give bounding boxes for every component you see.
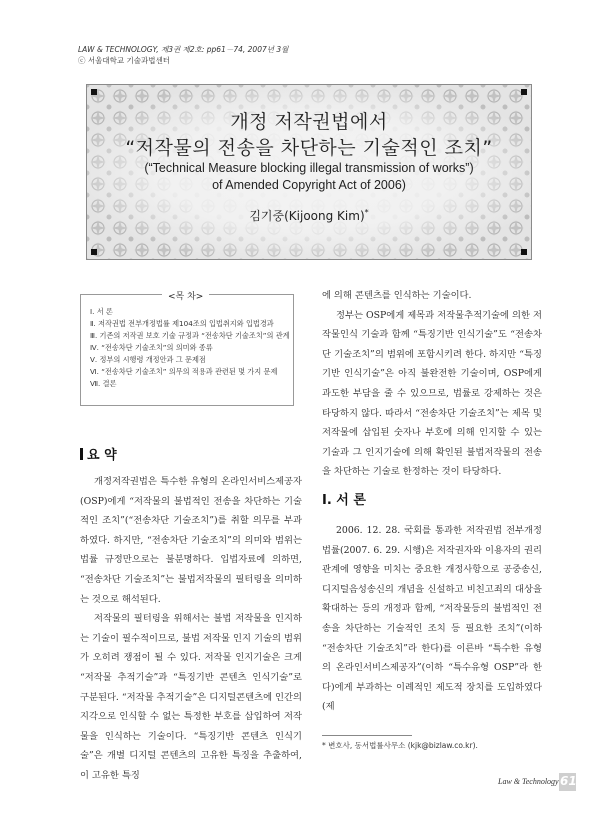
- journal-citation: LAW & TECHNOLOGY, 제3권 제2호: pp61－74, 2007년 3월: [78, 45, 289, 54]
- corner-mark: [521, 89, 527, 95]
- title-english-line2: of Amended Copyright Act of 2006): [212, 178, 406, 192]
- toc-title: <목 차>: [162, 289, 209, 302]
- section-heading-intro: Ⅰ. 서 론: [322, 493, 366, 508]
- intro-body: [322, 521, 542, 717]
- summary-paragraph: 저작물의 필터링을 위해서는 불법 저작물을 인지하는 기술이 필수적이므로, 불법 저작물 인지 기술의 범위가 오히려 쟁점이 될 수 있다. 저작물 인지기술은 크게 “저작물 추적기술”과 “특징기반 콘텐츠 인식기술”로 구분된다. “저작물 추적기술”은 디지털콘텐츠에 인간의 지각으로 인식할 수 없는 특정한 부호를 삽입하여 저작물을 인식하는 기술이다. “특징기반 콘텐츠 인식기술”은 개별 디지털 콘텐츠의 고유한 특징을 추출하여, 이 고유한 특징: [80, 613, 302, 781]
- summary-paragraph: 개정저작권법은 특수한 유형의 온라인서비스제공자(OSP)에게 “저작물의 불법적인 전송을 차단하는 기술적인 조치”(“전송차단 기술조치”)를 취할 의무를 부과하였다. 하지만, “전송차단 기술조치”의 의미와 범위는 법률 규정만으로는 불분명하다. 입법자료에 의하면, “전송차단 기술조치”는 불법저작물의 필터링을 의미하는 것으로 해석된다.: [80, 476, 302, 605]
- table-of-contents: [80, 289, 294, 405]
- journal-header: [78, 44, 288, 66]
- author-footnote-mark: *: [364, 208, 369, 217]
- author-name: 김기중(Kijoong Kim): [249, 209, 365, 223]
- intro-paragraph: 2006. 12. 28. 국회를 통과한 저작권법 전부개정법률(2007. 6. 29. 시행)은 저작권자와 이용자의 권리관계에 영향을 미치는 중요한 개정사항으로 공중송신, 디지털음성송신의 개념을 신설하고 비친고죄의 대상을 확대하는 등의 개정과 함께, “저작물등의 불법적인 전송을 차단하는 기술적인 조치 등 필요한 조치”(이하 “전송차단 기술조치”라 한다)를 이른바 “특수한 유형의 온라인서비스제공자”(이하 “특수유형 OSP”라 한다)에게 부과하는 이례적인 제도적 장치를 도입하였다(제: [322, 525, 542, 713]
- corner-mark: [91, 89, 97, 95]
- toc-list: [90, 306, 295, 390]
- author: [87, 207, 531, 224]
- title-korean-line1: 개정 저작권법에서: [230, 111, 388, 133]
- page-footer: [498, 773, 576, 791]
- summary-heading-text: 요 약: [87, 448, 117, 463]
- journal-publisher: ⓒ 서울대학교 기술과법센터: [78, 56, 170, 65]
- footnote-divider: [322, 735, 412, 736]
- toc-item: Ⅶ. 결론: [90, 379, 117, 388]
- toc-item: Ⅱ. 저작권법 전부개정법률 제104조의 입법취지와 입법경과: [90, 319, 274, 328]
- footnote: * 변호사, 동서법률사무소 (kjk@bizlaw.co.kr).: [322, 741, 478, 750]
- toc-item: Ⅵ. “전송차단 기술조치” 의무의 적용과 관련된 몇 가지 문제: [90, 367, 278, 376]
- summary-continued: [322, 286, 542, 482]
- summary-body: [80, 472, 302, 786]
- title-english-line1: (“Technical Measure blocking illegal transmission of works”): [144, 161, 474, 175]
- toc-item: Ⅳ. “전송차단 기술조치”의 의미와 종류: [90, 343, 213, 352]
- corner-mark: [91, 249, 97, 255]
- toc-item: Ⅲ. 기존의 저작권 보호 기술 규정과 “전송차단 기술조치”의 관계: [90, 331, 290, 340]
- page-number: 61: [560, 774, 577, 788]
- summary-paragraph: 에 의해 콘텐츠를 인식하는 기술이다.: [322, 290, 472, 301]
- title-korean-line2: “저작물의 전송을 차단하는 기술적인 조치”: [125, 137, 493, 159]
- footer-journal-label: Law & Technology: [498, 777, 559, 786]
- toc-item: Ⅰ. 서 론: [90, 307, 113, 316]
- summary-heading: [80, 444, 117, 463]
- toc-item: Ⅴ. 정부의 시행령 개정안과 그 문제점: [90, 355, 206, 364]
- summary-paragraph: 정부는 OSP에게 제목과 저작물추적기술에 의한 저작물인식 기술과 함께 “특징기반 인식기술”도 “전송차단 기술조치”의 범위에 포함시키려 한다. 하지만 “특징기반 인식기술”은 아직 불완전한 기술이며, OSP에게 과도한 부담을 줄 수 있으므로, 법률로 강제하는 것은 타당하지 않다. 따라서 “전송차단 기술조치”는 제목 및 저작물에 삽입된 숫자나 부호에 의해 인지할 수 있는 기술과 그 인지기술에 의해 확인된 불법저작물의 전송을 차단하는 기술로 한정하는 것이 타당하다.: [322, 309, 542, 478]
- heading-bar: [80, 448, 83, 460]
- corner-mark: [521, 249, 527, 255]
- title-box: [86, 84, 532, 260]
